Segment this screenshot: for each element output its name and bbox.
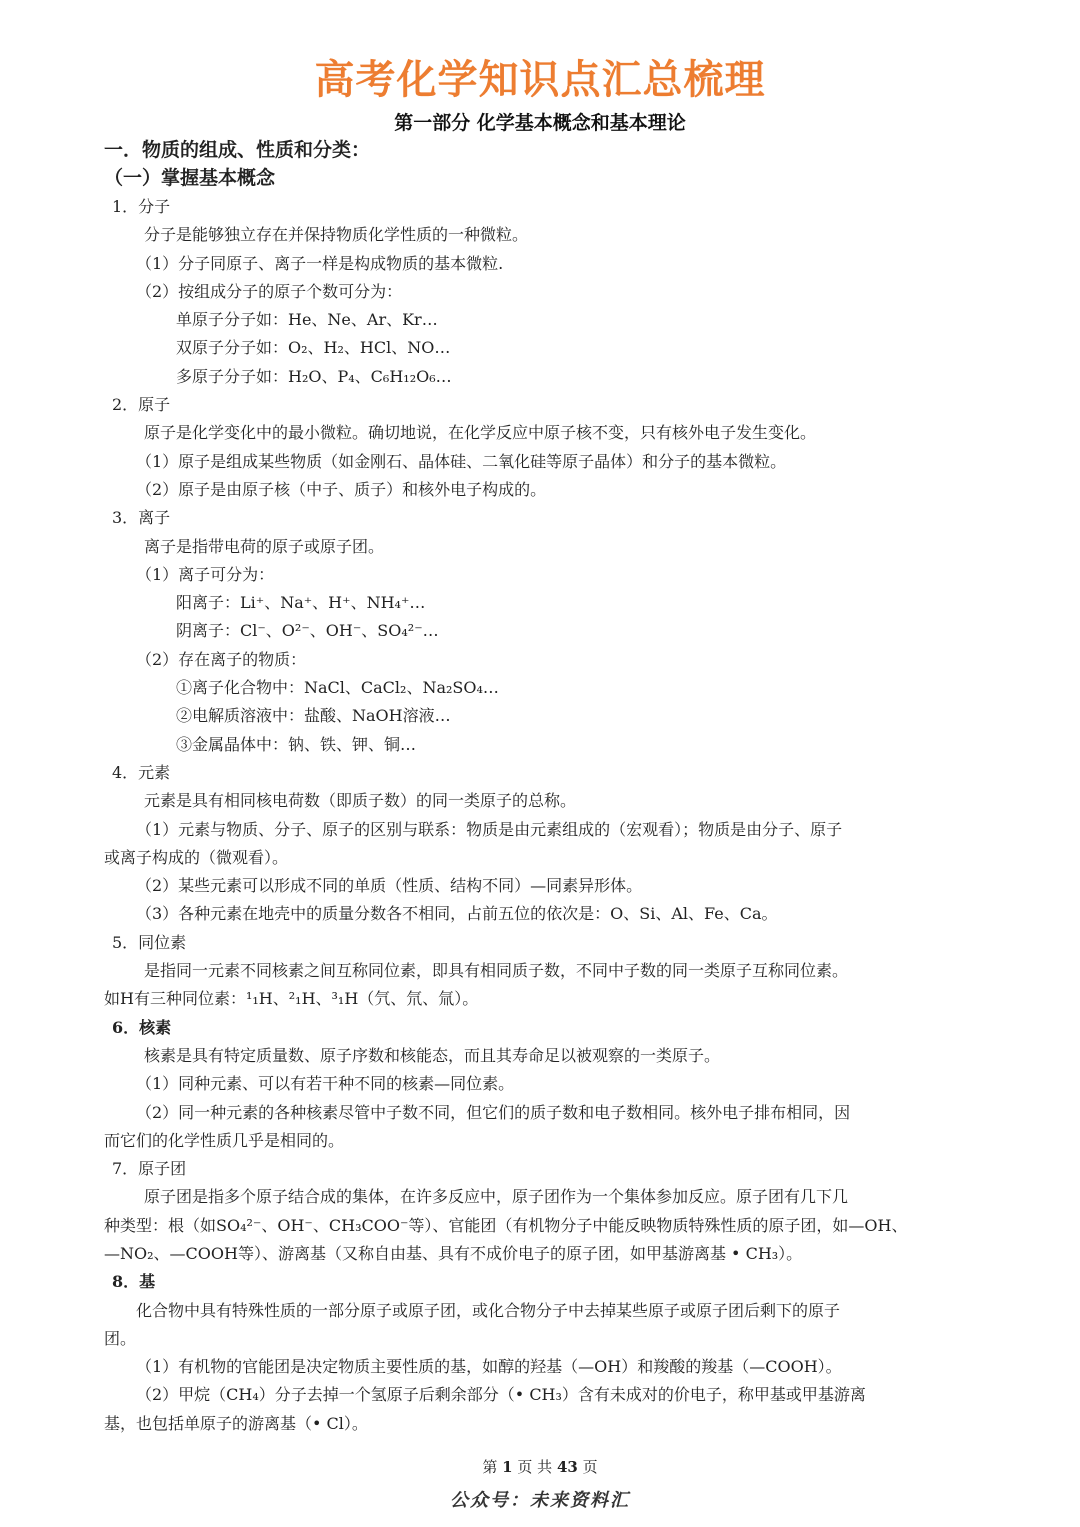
text-line: 元素是具有相同核电荷数（即质子数）的同一类原子的总称。 xyxy=(144,791,577,811)
page-suffix: 页 xyxy=(582,1458,598,1476)
text-line: 是指同一元素不同核素之间互称同位素，即具有相同质子数，不同中子数的同一类原子互称同位素。 xyxy=(144,961,849,981)
text-line: ①离子化合物中：NaCl、CaCl₂、Na₂SO₄… xyxy=(176,678,499,698)
text-line: ②电解质溶液中：盐酸、NaOH溶液… xyxy=(176,706,451,726)
document-body xyxy=(104,136,980,1438)
text-line: 阳离子：Li⁺、Na⁺、H⁺、NH₄⁺… xyxy=(176,593,426,613)
text-line: 7．原子团 xyxy=(112,1159,187,1179)
text-line: 6．核素 xyxy=(112,1017,172,1037)
text-line: 分子是能够独立存在并保持物质化学性质的一种微粒。 xyxy=(144,225,529,245)
text-line: 基，也包括单原子的游离基（• Cl）。 xyxy=(104,1413,368,1433)
text-line: ③金属晶体中：钠、铁、钾、铜… xyxy=(176,734,417,754)
text-line: （1）有机物的官能团是决定物质主要性质的基，如醇的羟基（—OH）和羧酸的羧基（—COOH）。 xyxy=(136,1357,842,1377)
text-line: 或离子构成的（微观看）。 xyxy=(104,847,289,867)
text-line: （2）甲烷（CH₄）分子去掉一个氢原子后剩余部分（• CH₃）含有未成对的价电子，称甲基或甲基游离 xyxy=(136,1385,866,1405)
document-title: 高考化学知识点汇总梳理 xyxy=(314,57,766,103)
page-prefix: 第 xyxy=(482,1458,498,1476)
text-line: 多原子分子如：H₂O、P₄、C₆H₁₂O₆… xyxy=(176,366,452,386)
text-line: （1）分子同原子、离子一样是构成物质的基本微粒. xyxy=(136,253,504,273)
text-line: 单原子分子如：He、Ne、Ar、Kr… xyxy=(176,310,438,330)
text-line: （2）原子是由原子核（中子、质子）和核外电子构成的。 xyxy=(136,479,547,499)
text-line: 双原子分子如：O₂、H₂、HCl、NO… xyxy=(176,338,451,358)
text-line: （2）同一种元素的各种核素尽管中子数不同，但它们的质子数和电子数相同。核外电子排布相同，因 xyxy=(136,1102,851,1122)
text-line: 1．分子 xyxy=(112,197,171,216)
text-line: （1）同种元素、可以有若干种不同的核素—同位素。 xyxy=(136,1074,515,1094)
text-line: 3．离子 xyxy=(112,508,171,528)
text-line: 而它们的化学性质几乎是相同的。 xyxy=(104,1130,345,1150)
text-line: 4．元素 xyxy=(112,762,171,782)
text-line: （2）存在离子的物质： xyxy=(136,649,307,669)
text-line: 离子是指带电荷的原子或原子团。 xyxy=(144,536,385,556)
text-line: 原子团是指多个原子结合成的集体，在许多反应中，原子团作为一个集体参加反应。原子团有几下几 xyxy=(144,1187,849,1207)
page-mid: 页 共 xyxy=(517,1458,553,1476)
watermark: 公众号：未来资料汇 xyxy=(450,1490,630,1511)
page-total: 43 xyxy=(556,1458,578,1476)
page-number: 1 xyxy=(502,1458,513,1476)
text-line: —NO₂、—COOH等）、游离基（又称自由基、具有不成价电子的原子团，如甲基游离基 • CH₃）。 xyxy=(104,1243,803,1263)
text-line: 种类型：根（如SO₄²⁻、OH⁻、CH₃COO⁻等）、官能团（有机物分子中能反映物质特殊性质的原子团，如—OH、 xyxy=(104,1215,908,1235)
text-line: （一）掌握基本概念 xyxy=(104,167,276,189)
text-line: （1）离子可分为： xyxy=(136,564,275,584)
text-line: （2）按组成分子的原子个数可分为： xyxy=(136,281,403,301)
text-line: 原子是化学变化中的最小微粒。确切地说，在化学反应中原子核不变，只有核外电子发生变化。 xyxy=(144,423,817,443)
text-line: 团。 xyxy=(104,1328,137,1348)
text-line: 化合物中具有特殊性质的一部分原子或原子团，或化合物分子中去掉某些原子或原子团后剩下的原子 xyxy=(136,1300,841,1320)
text-line: （3）各种元素在地壳中的质量分数各不相同，占前五位的依次是：O、Si、Al、Fe、Ca。 xyxy=(136,904,778,924)
text-line: （1）元素与物质、分子、原子的区别与联系：物质是由元素组成的（宏观看）；物质是由分子、原子 xyxy=(136,819,843,839)
text-line: （1）原子是组成某些物质（如金刚石、晶体硅、二氧化硅等原子晶体）和分子的基本微粒。 xyxy=(136,451,787,471)
text-line: （2）某些元素可以形成不同的单质（性质、结构不同）—同素异形体。 xyxy=(136,876,643,896)
page-footer xyxy=(0,1456,1080,1477)
text-line: 阴离子：Cl⁻、O²⁻、OH⁻、SO₄²⁻… xyxy=(176,621,439,641)
document-subtitle: 第一部分 化学基本概念和基本理论 xyxy=(394,112,686,134)
text-line: 8．基 xyxy=(112,1272,156,1292)
text-line: 如H有三种同位素：¹₁H、²₁H、³₁H（氕、氘、氚）。 xyxy=(104,989,479,1009)
text-line: 一．物质的组成、性质和分类： xyxy=(104,139,371,161)
text-line: 核素是具有特定质量数、原子序数和核能态，而且其寿命足以被观察的一类原子。 xyxy=(144,1045,721,1065)
text-line: 5．同位素 xyxy=(112,932,187,952)
text-line: 2．原子 xyxy=(112,395,171,415)
